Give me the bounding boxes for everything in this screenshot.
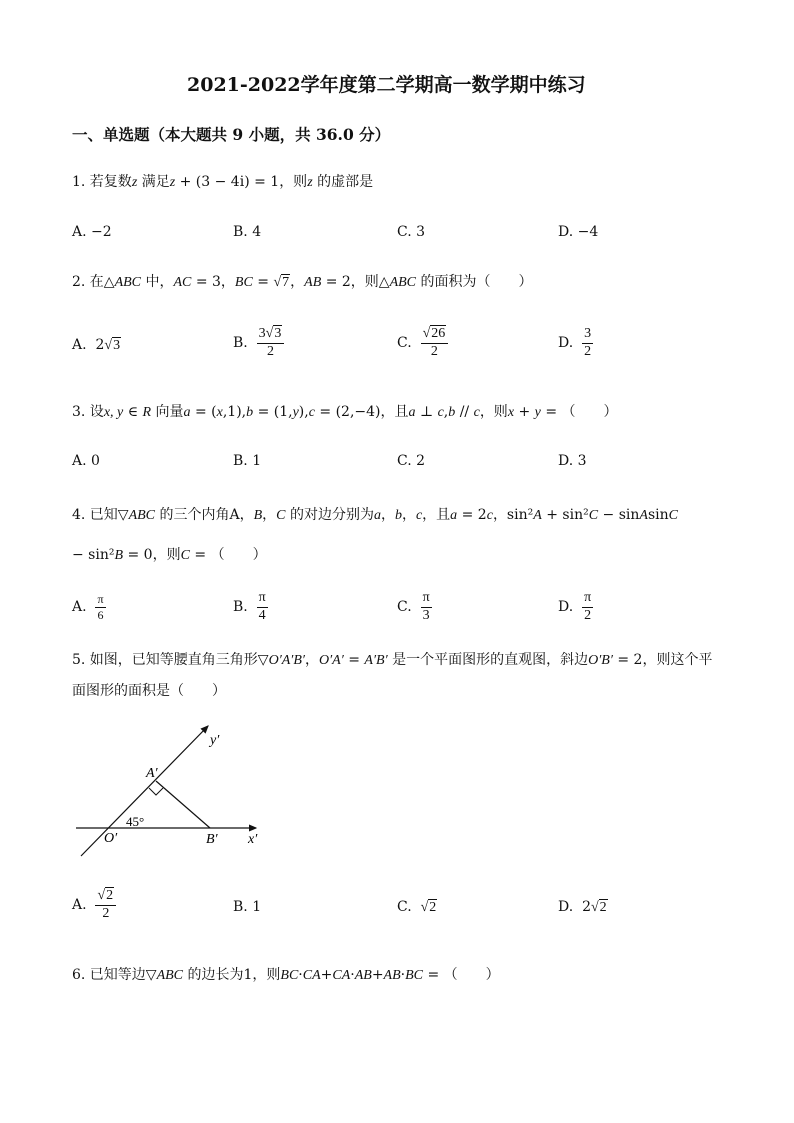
q5-option-c[interactable]: C. √2: [397, 899, 437, 915]
q3-option-d[interactable]: D. 3: [558, 453, 587, 469]
y-axis-line: [81, 726, 208, 856]
section-heading: 一、单选题（本大题共 9 小题，共 36.0 分）: [72, 125, 391, 144]
label-b: B′: [206, 832, 218, 847]
question-3: 3. 设x, y ∈ R 向量a = (x,1),b = (1,y),c = (2,−4)，且a ⊥ c,b // c，则x + y = （ ）: [72, 404, 618, 420]
question-5-cont: 面图形的面积是（ ）: [72, 683, 226, 699]
q2-option-d[interactable]: D. $\frac{3}{2}$: [558, 326, 592, 359]
q5-option-b[interactable]: B. 1: [233, 899, 262, 915]
q2-option-b[interactable]: B. $\frac{3√3}{2}$: [233, 327, 284, 359]
label-y-axis: y′: [210, 733, 220, 748]
question-4: 4. 已知▽ABC 的三个内角A，B，C 的对边分别为a，b，c，且a = 2c，sin²A + sin²C − sinAsinC: [72, 507, 678, 523]
page-title: 2021-2022学年度第二学期高一数学期中练习: [187, 74, 586, 96]
q1-option-c[interactable]: C. 3: [397, 224, 426, 240]
question-6: 6. 已知等边▽ABC 的边长为1，则BC·CA+CA·AB+AB·BC = （ ）: [72, 967, 500, 983]
q4-option-b[interactable]: B. $\frac{\pi}{4}$: [233, 590, 266, 623]
q3-option-b[interactable]: B. 1: [233, 453, 262, 469]
q1-option-b[interactable]: B. 4: [233, 224, 262, 240]
label-o: O′: [104, 831, 118, 846]
segment-a-b: [156, 781, 210, 828]
label-angle: 45°: [126, 814, 145, 829]
question-1: 1. 若复数z 满足z + (3 − 4i) = 1，则z 的虚部是: [72, 174, 374, 190]
question-2: 2. 在△ABC 中，AC = 3，BC = √7，AB = 2，则△ABC 的面积为（ ）: [72, 274, 533, 290]
q4-option-d[interactable]: D. $\frac{\pi}{2}$: [558, 590, 592, 623]
q5-option-d[interactable]: D. 2√2: [558, 899, 607, 915]
q2-option-a[interactable]: A. 2√3: [72, 337, 121, 353]
question-5: 5. 如图，已知等腰直角三角形▽O′A′B′，O′A′ = A′B′ 是一个平面图形的直观图，斜边O′B′ = 2，则这个平: [72, 652, 713, 668]
q1-option-d[interactable]: D. −4: [558, 224, 599, 240]
label-a: A′: [146, 766, 158, 781]
q4-option-a[interactable]: A. $\frac{\pi}{6}$: [72, 592, 104, 622]
q2-option-c[interactable]: C. $\frac{√26}{2}$: [397, 327, 448, 359]
q3-option-c[interactable]: C. 2: [397, 453, 426, 469]
label-x-axis: x′: [248, 832, 258, 847]
q3-option-a[interactable]: A. 0: [72, 453, 100, 469]
q1-option-a[interactable]: A. −2: [72, 224, 112, 240]
right-angle-mark: [149, 788, 163, 795]
q5-option-a[interactable]: A. $\frac{√2}{2}$: [72, 889, 116, 921]
question-4-cont: − sin²B = 0，则C = （ ）: [72, 547, 267, 563]
q4-option-c[interactable]: C. $\frac{\pi}{3}$: [397, 590, 430, 623]
figure-oblique-triangle: [60, 715, 280, 865]
